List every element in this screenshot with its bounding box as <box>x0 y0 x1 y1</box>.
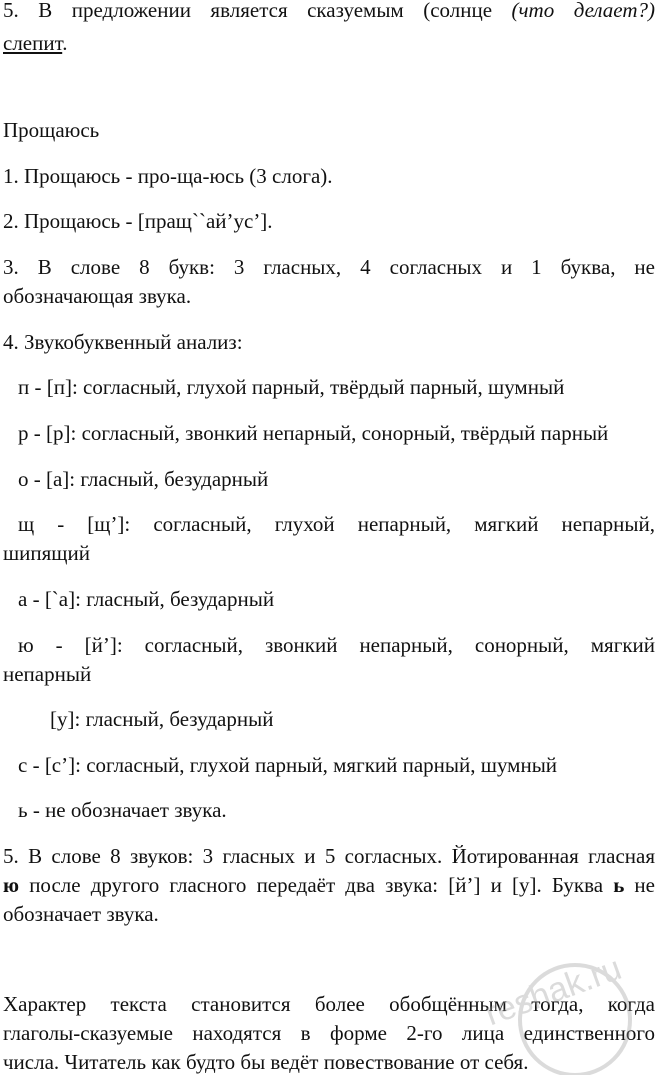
analysis-r: р - [р]: согласный, звонкий непарный, сонорный, твёрдый парный <box>18 421 609 445</box>
item-5-line1: 5. В слове 8 звуков: 3 гласных и 5 согласных. Йотированная гласная <box>3 844 655 868</box>
section5-line1 <box>3 0 655 23</box>
analysis-yu-line1: ю - [й’]: согласный, звонкий непарный, сонорный, мягкий <box>18 633 655 657</box>
question-italic: (что делает?) <box>511 0 655 22</box>
bold-letter-yu: ю <box>3 873 20 897</box>
item-1: 1. Прощаюсь - про-ща-юсь (3 слога). <box>3 164 333 188</box>
analysis-u: [у]: гласный, безударный <box>50 707 274 731</box>
item-5-line2 <box>3 872 655 898</box>
analysis-s: с - [с’]: согласный, глухой парный, мягкий парный, шумный <box>18 753 558 777</box>
item-5-mid-text: после другого гласного передаёт два звука: [й’] и [у]. Буква <box>19 873 614 897</box>
item-4: 4. Звукобуквенный анализ: <box>3 330 243 354</box>
conclusion-line1: Характер текста становится более обобщённым тогда, когда <box>3 992 655 1016</box>
analysis-a: а - [`а]: гласный, безударный <box>18 587 275 611</box>
analysis-sch-line2: шипящий <box>3 541 90 565</box>
bold-letter-soft-sign: ь <box>613 873 625 897</box>
analysis-o: о - [а]: гласный, безударный <box>18 467 269 491</box>
item-5-line3: обозначает звука. <box>3 902 159 926</box>
item-2: 2. Прощаюсь - [пращ``ай’ус’]. <box>3 209 273 233</box>
watermark-text: reshak.ru <box>480 949 627 1034</box>
analysis-yu-line2: непарный <box>3 662 92 686</box>
analysis-p: п - [п]: согласный, глухой парный, твёрдый парный, шумный <box>18 375 565 399</box>
predicate-underlined: слепит <box>3 31 63 55</box>
item-3-line2: обозначающая звука. <box>3 284 192 308</box>
conclusion-line3: числа. Читатель как будто бы ведёт повествование от себя. <box>3 1050 529 1074</box>
conclusion-line2: глаголы-сказуемые находятся в форме 2-го лица единственного <box>3 1021 655 1045</box>
item-3-line1: 3. В слове 8 букв: 3 гласных, 4 согласных и 1 буква, не <box>3 255 655 279</box>
word-title: Прощаюсь <box>3 118 100 142</box>
analysis-soft-sign: ь - не обозначает звука. <box>18 798 227 822</box>
section5-line2 <box>3 30 655 56</box>
period: . <box>62 31 68 55</box>
section5-text: 5. В предложении является сказуемым (солнце <box>3 0 493 22</box>
analysis-sch-line1: щ - [щ’]: согласный, глухой непарный, мягкий непарный, <box>18 512 655 536</box>
item-5-end-text: не <box>624 873 655 897</box>
